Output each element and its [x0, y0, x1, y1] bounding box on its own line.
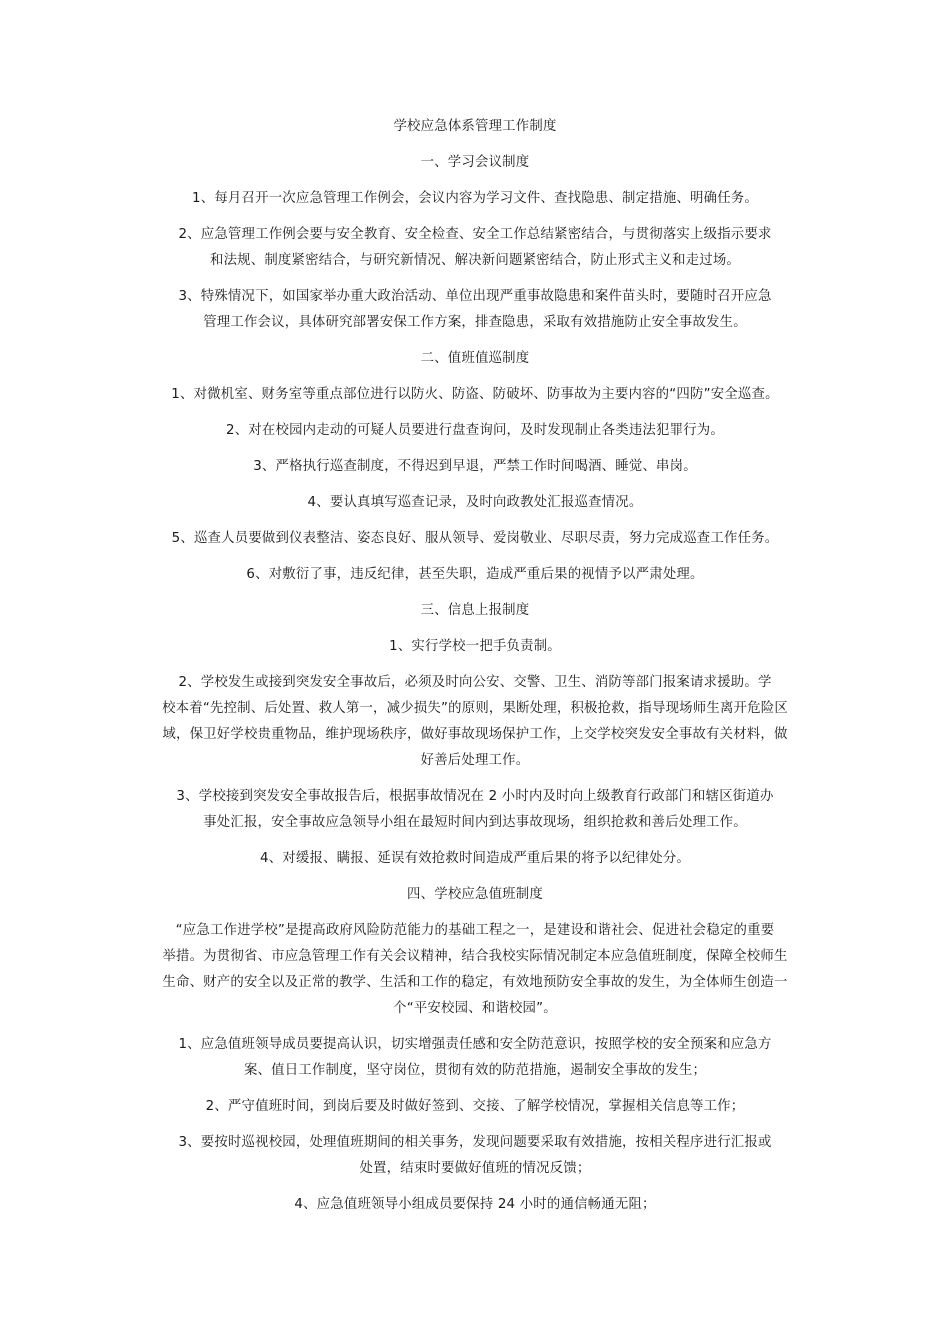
paragraph — [140, 670, 810, 774]
paragraph — [140, 918, 810, 1022]
paragraph-line: 个“平安校园、和谐校园”。 — [393, 1001, 557, 1016]
paragraph-line: 3、严格执行巡查制度，不得迟到早退，严禁工作时间喝酒、睡觉、串岗。 — [253, 459, 697, 474]
paragraph-line: 案、值日工作制度，坚守岗位，贯彻有效的防范措施，遏制安全事故的发生； — [243, 1063, 707, 1078]
document-title: 学校应急体系管理工作制度 — [393, 119, 557, 134]
section-heading: 四、学校应急值班制度 — [407, 887, 543, 902]
paragraph — [140, 222, 810, 274]
section-heading: 二、值班值巡制度 — [420, 351, 530, 366]
paragraph — [140, 490, 810, 516]
paragraph-line: 5、巡查人员要做到仪表整洁、姿态良好、服从领导、爱岗敬业、尽职尽责，努力完成巡查工作任务。 — [171, 531, 779, 546]
section-heading: 一、学习会议制度 — [420, 155, 530, 170]
paragraph-line: 校本着“先控制、后处置、救人第一，减少损失”的原则，果断处理，积极抢救，指导现场师生离开危险区 — [162, 701, 788, 716]
section-heading: 三、信息上报制度 — [420, 603, 530, 618]
document-body — [140, 150, 810, 1218]
paragraph-line: 3、特殊情况下，如国家举办重大政治活动、单位出现严重事故隐患和案件苗头时，要随时召开应急 — [178, 289, 772, 304]
paragraph-line: 2、学校发生或接到突发安全事故后，必须及时向公安、交警、卫生、消防等部门报案请求援助。学 — [178, 675, 772, 690]
paragraph-line: 管理工作会议，具体研究部署安保工作方案，排查隐患，采取有效措施防止安全事故发生。 — [203, 315, 747, 330]
paragraph — [140, 1094, 810, 1120]
paragraph-line: 1、对微机室、财务室等重点部位进行以防火、防盗、防破坏、防事故为主要内容的“四防”安全巡查。 — [171, 387, 779, 402]
paragraph — [140, 1032, 810, 1084]
paragraph — [140, 784, 810, 836]
paragraph-line: “应急工作进学校”是提高政府风险防范能力的基础工程之一，是建设和谐社会、促进社会稳定的重要 — [175, 923, 775, 938]
paragraph — [140, 418, 810, 444]
paragraph-line: 2、严守值班时间，到岗后要及时做好签到、交接、了解学校情况，掌握相关信息等工作； — [205, 1099, 745, 1114]
paragraph — [140, 1130, 810, 1182]
paragraph-line: 域，保卫好学校贵重物品，维护现场秩序，做好事故现场保护工作，上交学校突发安全事故有关材料，做 — [162, 727, 788, 742]
paragraph — [140, 634, 810, 660]
paragraph-line: 事处汇报，安全事故应急领导小组在最短时间内到达事故现场，组织抢救和善后处理工作。 — [203, 815, 747, 830]
paragraph — [140, 186, 810, 212]
paragraph — [140, 284, 810, 336]
paragraph-line: 6、对敷衍了事，违反纪律，甚至失职，造成严重后果的视情予以严肃处理。 — [246, 567, 704, 582]
paragraph — [140, 1192, 810, 1218]
paragraph — [140, 846, 810, 872]
document-page — [140, 114, 810, 1218]
paragraph-line: 3、学校接到突发安全事故报告后，根据事故情况在 2 小时内及时向上级教育行政部门和辖区街道办 — [176, 789, 774, 804]
paragraph-line: 生命、财产的安全以及正常的教学、生活和工作的稳定，有效地预防安全事故的发生，为全体师生创造一 — [162, 975, 788, 990]
paragraph-line: 4、要认真填写巡查记录，及时向政教处汇报巡查情况。 — [307, 495, 643, 510]
paragraph-line: 1、每月召开一次应急管理工作例会，会议内容为学习文件、查找隐患、制定措施、明确任务。 — [192, 191, 758, 206]
paragraph-line: 2、应急管理工作例会要与安全教育、安全检查、安全工作总结紧密结合，与贯彻落实上级指示要求 — [178, 227, 772, 242]
paragraph-line: 2、对在校园内走动的可疑人员要进行盘查询问，及时发现制止各类违法犯罪行为。 — [226, 423, 724, 438]
paragraph-line: 4、对缓报、瞒报、延误有效抢救时间造成严重后果的将予以纪律处分。 — [259, 851, 691, 866]
paragraph-line: 和法规、制度紧密结合，与研究新情况、解决新问题紧密结合，防止形式主义和走过场。 — [209, 253, 741, 268]
paragraph-line: 3、要按时巡视校园，处理值班期间的相关事务，发现问题要采取有效措施，按相关程序进行汇报或 — [178, 1135, 772, 1150]
paragraph-line: 1、应急值班领导成员要提高认识，切实增强责任感和安全防范意识，按照学校的安全预案和应急方 — [178, 1037, 772, 1052]
paragraph-line: 1、实行学校一把手负责制。 — [389, 639, 561, 654]
paragraph-line: 好善后处理工作。 — [420, 753, 530, 768]
paragraph-line: 处置，结束时要做好值班的情况反馈； — [359, 1161, 591, 1176]
paragraph — [140, 454, 810, 480]
paragraph-line: 举措。为贯彻省、市应急管理工作有关会议精神，结合我校实际情况制定本应急值班制度，保障全校师生 — [162, 949, 788, 964]
paragraph — [140, 382, 810, 408]
paragraph — [140, 562, 810, 588]
paragraph-line: 4、应急值班领导小组成员要保持 24 小时的通信畅通无阻； — [294, 1197, 656, 1212]
paragraph — [140, 526, 810, 552]
